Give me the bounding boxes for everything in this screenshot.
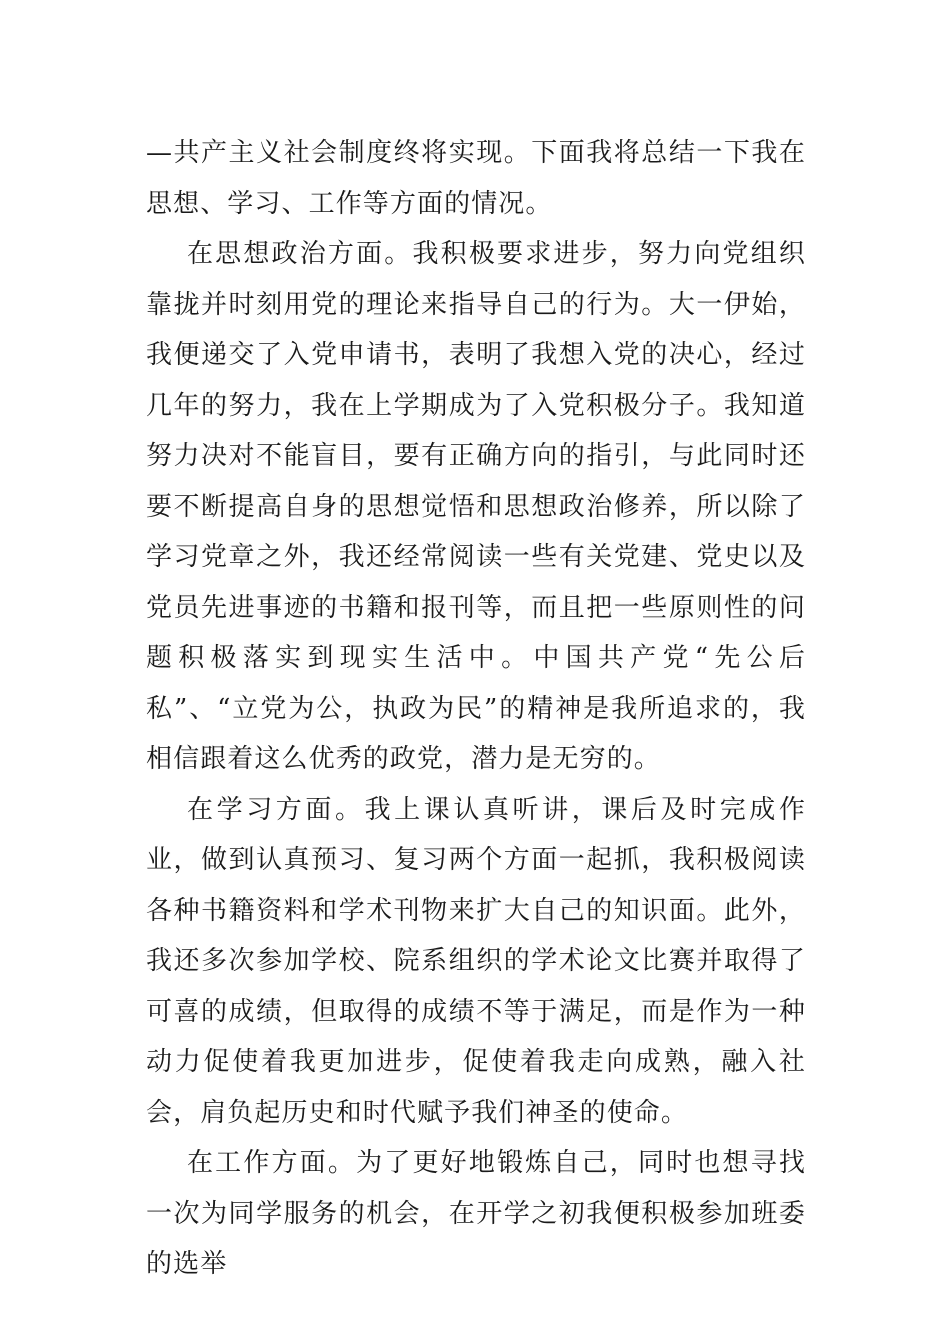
paragraph-study: 在学习方面。我上课认真听讲，课后及时完成作业，做到认真预习、复习两个方面一起抓，我积极阅读各种书籍资料和学术刊物来扩大自己的知识面。此外，我还多次参加学校、院系组织的学术论文比赛并取得了可喜的成绩，但取得的成绩不等于满足，而是作为一种动力促使着我更加进步，促使着我走向成熟，融入社会，肩负起历史和时代赋予我们神圣的使命。 — [146, 794, 806, 1128]
paragraph-ideology: 在思想政治方面。我积极要求进步，努力向党组织靠拢并时刻用党的理论来指导自己的行为。大一伊始，我便递交了入党申请书，表明了我想入党的决心，经过几年的努力，我在上学期成为了入党积极分子。我知道努力决对不能盲目，要有正确方向的指引，与此同时还要不断提高自身的思想觉悟和思想政治修养，所以除了学习党章之外，我还经常阅读一些有关党建、党史以及党员先进事迹的书籍和报刊等，而且把一些原则性的问题积极落实到现实生活中。中国共产党“先公后私”、“立党为公，执政为民”的精神是我所追求的，我相信跟着这么优秀的政党，潜力是无穷的。 — [146, 239, 806, 774]
body-text — [146, 128, 806, 1290]
paragraph-work: 在工作方面。为了更好地锻炼自己，同时也想寻找一次为同学服务的机会，在开学之初我便积极参加班委的选举 — [146, 1148, 806, 1279]
paragraph-continuation: —共产主义社会制度终将实现。下面我将总结一下我在思想、学习、工作等方面的情况。 — [146, 138, 806, 219]
